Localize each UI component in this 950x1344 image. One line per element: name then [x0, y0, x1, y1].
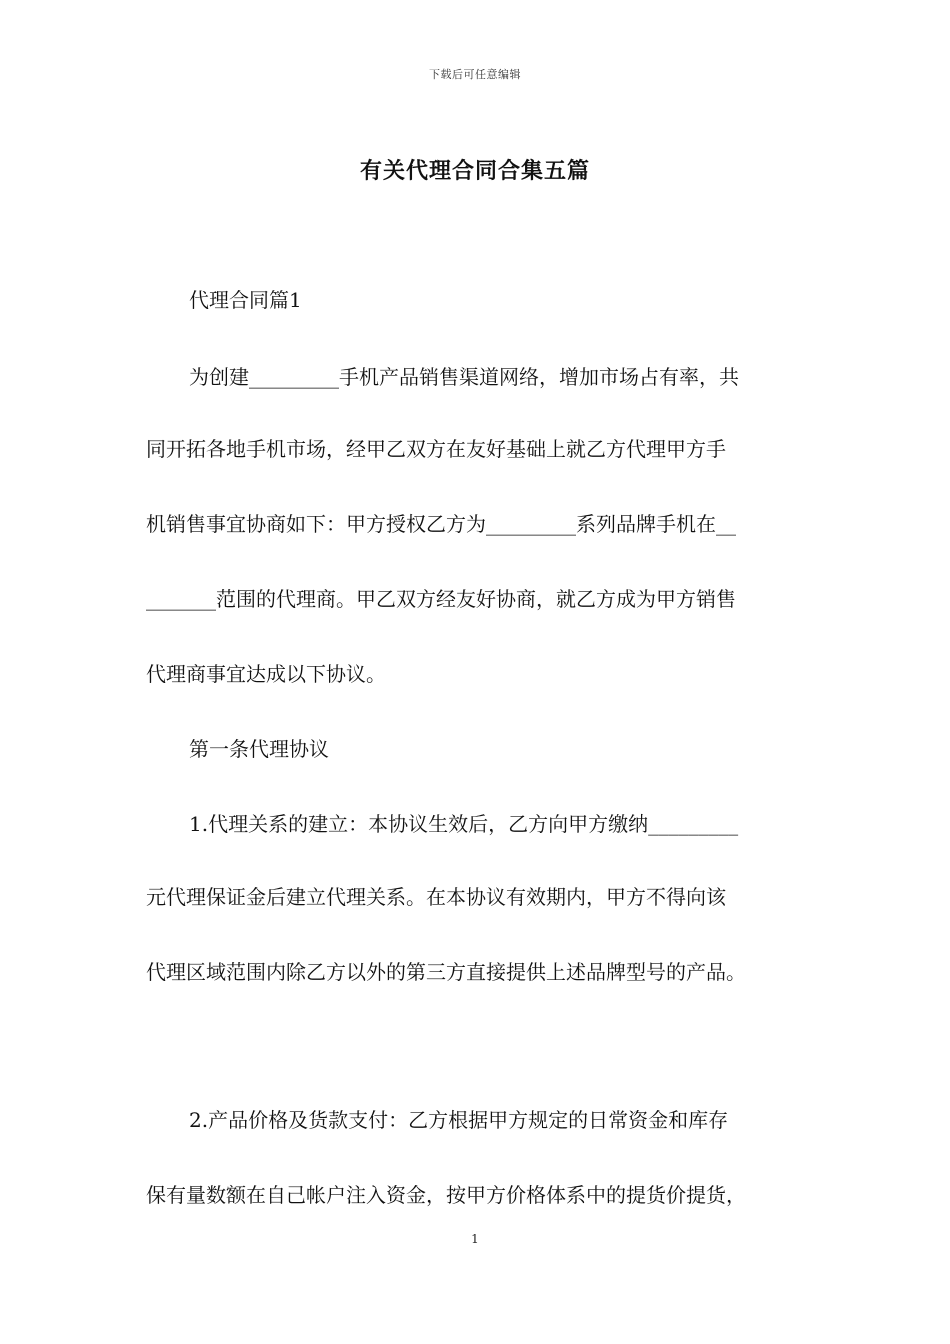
document-title: 有关代理合同合集五篇	[359, 158, 590, 184]
page-number: 1	[471, 1232, 479, 1246]
paragraph-line: 保有量数额在自己帐户注入资金，按甲方价格体系中的提货价提货，	[146, 1183, 746, 1207]
header-note: 下载后可任意编辑	[429, 68, 521, 81]
paragraph-line: 同开拓各地手机市场，经甲乙双方在友好基础上就乙方代理甲方手	[146, 437, 726, 461]
paragraph-line: 机销售事宜协商如下：甲方授权乙方为_________系列品牌手机在__	[146, 512, 736, 536]
section-heading-contract-1: 代理合同篇1	[189, 288, 302, 312]
paragraph-line: 代理区域范围内除乙方以外的第三方直接提供上述品牌型号的产品。	[146, 960, 746, 984]
paragraph-line: _______范围的代理商。甲乙双方经友好协商，就乙方成为甲方销售	[146, 587, 736, 611]
paragraph-line: 为创建_________手机产品销售渠道网络，增加市场占有率，共	[189, 365, 739, 389]
paragraph-line: 1.代理关系的建立：本协议生效后，乙方向甲方缴纳_________	[189, 812, 739, 836]
article-heading: 第一条代理协议	[189, 737, 329, 761]
paragraph-line: 元代理保证金后建立代理关系。在本协议有效期内，甲方不得向该	[146, 885, 726, 909]
paragraph-line: 代理商事宜达成以下协议。	[146, 662, 386, 686]
paragraph-line: 2.产品价格及货款支付：乙方根据甲方规定的日常资金和库存	[189, 1108, 729, 1132]
